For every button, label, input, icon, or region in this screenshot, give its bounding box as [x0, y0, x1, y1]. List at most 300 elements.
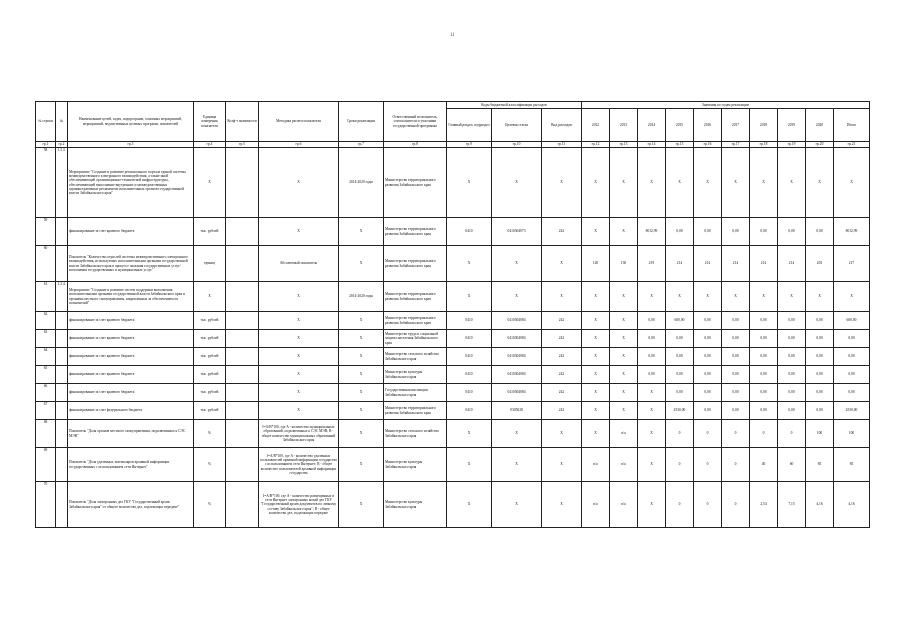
coefficient-cell: [226, 348, 259, 366]
coefficient-cell: [226, 330, 259, 348]
responsible-cell: Министерство культуры Забайкальского края: [384, 448, 447, 482]
expense-type-cell: Х: [542, 482, 582, 528]
header-year: 2013: [610, 109, 638, 142]
row-number-cell: 66: [36, 384, 56, 402]
year-value-cell: 40: [750, 448, 778, 482]
year-value-cell: Х: [638, 482, 666, 528]
column-number: гр.9: [447, 142, 492, 148]
responsible-cell: Министерство культуры Забайкальского края: [384, 366, 447, 384]
item-number-cell: [56, 312, 68, 330]
column-number: гр.10: [492, 142, 542, 148]
unit-cell: тыс. рублей: [194, 366, 226, 384]
year-value-cell: 0,00: [778, 312, 806, 330]
expense-type-cell: 242: [542, 348, 582, 366]
coefficient-cell: [226, 482, 259, 528]
year-value-cell: 130: [610, 246, 638, 282]
year-value-cell: 0,00: [694, 218, 722, 246]
term-cell: Х: [339, 312, 384, 330]
target-article-cell: Х: [492, 448, 542, 482]
expense-type-cell: 242: [542, 330, 582, 348]
column-number: гр.14: [638, 142, 666, 148]
table-row: [36, 282, 870, 312]
column-number: гр.1: [36, 142, 56, 148]
responsible-cell: Министерство территориального развития Забайкальского края: [384, 402, 447, 420]
year-value-cell: Х: [638, 448, 666, 482]
column-number: гр.13: [610, 142, 638, 148]
section-code-cell: 0410: [447, 348, 492, 366]
name-cell: финансирование за счет федерального бюджета: [68, 402, 194, 420]
year-value-cell: Х: [582, 218, 610, 246]
year-value-cell: 0,00: [694, 330, 722, 348]
item-number-cell: [56, 482, 68, 528]
method-cell: Х: [259, 348, 339, 366]
header-year: 2018: [750, 109, 778, 142]
year-value-cell: 0,00: [750, 402, 778, 420]
year-value-cell: 0,00: [638, 312, 666, 330]
year-value-cell: Х: [638, 402, 666, 420]
year-value-cell: 0,00: [666, 384, 694, 402]
table-row: [36, 482, 870, 528]
column-number: гр.21: [834, 142, 870, 148]
item-number-cell: [56, 448, 68, 482]
unit-cell: единиц: [194, 246, 226, 282]
name-cell: Показатель "Доля органов местного самоуправления, подключенных к СЭС МЭВ": [68, 420, 194, 448]
year-value-cell: Х: [834, 282, 870, 312]
year-value-cell: Х: [582, 330, 610, 348]
target-article-cell: 0410304084: [492, 348, 542, 366]
row-number-cell: 69: [36, 448, 56, 482]
row-number-cell: 63: [36, 330, 56, 348]
target-article-cell: Х: [492, 282, 542, 312]
method-cell: Х: [259, 366, 339, 384]
name-cell: Мероприятие "Создание и развитие систем поддержки выполнения исполнительными органами государственной власти Забайкальского края и органами местного самоуправления, закрепленных за обеспечением их полномочий": [68, 282, 194, 312]
term-cell: Х: [339, 482, 384, 528]
responsible-cell: Министерство территориального развития Забайкальского края: [384, 246, 447, 282]
year-value-cell: Х: [610, 330, 638, 348]
target-article-cell: 0305028: [492, 402, 542, 420]
year-value-cell: 0,00: [806, 402, 834, 420]
expense-type-cell: Х: [542, 282, 582, 312]
year-value-cell: Х: [694, 282, 722, 312]
target-article-cell: 0410304084: [492, 330, 542, 348]
method-cell: Х: [259, 330, 339, 348]
year-value-cell: 0,00: [750, 384, 778, 402]
unit-cell: тыс. рублей: [194, 348, 226, 366]
term-cell: Х: [339, 330, 384, 348]
item-number-cell: [56, 246, 68, 282]
header-number: №: [56, 102, 68, 142]
year-value-cell: 100: [834, 420, 870, 448]
table-row: [36, 246, 870, 282]
row-number-cell: 62: [36, 312, 56, 330]
column-number: гр.11: [542, 142, 582, 148]
year-value-cell: Х: [582, 148, 610, 218]
year-value-cell: 0,00: [806, 366, 834, 384]
table-row: [36, 448, 870, 482]
responsible-cell: Министерство труда и социальной защиты населения Забайкальского края: [384, 330, 447, 348]
year-value-cell: 0,00: [694, 312, 722, 330]
year-value-cell: 0,00: [834, 384, 870, 402]
expense-type-cell: 242: [542, 366, 582, 384]
term-cell: Х: [339, 402, 384, 420]
year-value-cell: 214: [778, 246, 806, 282]
year-value-cell: Х: [582, 282, 610, 312]
row-number-cell: 61: [36, 282, 56, 312]
table-row: [36, 420, 870, 448]
row-number-cell: 59: [36, 218, 56, 246]
year-value-cell: 0,00: [638, 348, 666, 366]
year-value-cell: Х: [694, 148, 722, 218]
header-unit: Единица измерения показателя: [194, 102, 226, 142]
year-value-cell: Х: [610, 282, 638, 312]
year-value-cell: 214: [722, 246, 750, 282]
table-row: [36, 312, 870, 330]
year-value-cell: Х: [806, 148, 834, 218]
column-number: гр.5: [226, 142, 259, 148]
header-method: Методика расчета показателя: [259, 102, 339, 142]
term-cell: 2014-2020 годы: [339, 282, 384, 312]
year-value-cell: 4530,00: [666, 402, 694, 420]
item-number-cell: [56, 330, 68, 348]
year-value-cell: 0: [666, 420, 694, 448]
expense-type-cell: 242: [542, 402, 582, 420]
table-row: [36, 366, 870, 384]
header-year: 2017: [722, 109, 750, 142]
header-year: 2014: [638, 109, 666, 142]
expense-type-cell: 242: [542, 218, 582, 246]
year-value-cell: 0,00: [778, 348, 806, 366]
term-cell: Х: [339, 246, 384, 282]
year-value-cell: 0,00: [778, 402, 806, 420]
term-cell: Х: [339, 218, 384, 246]
year-value-cell: Х: [610, 312, 638, 330]
year-value-cell: 0,00: [806, 330, 834, 348]
section-code-cell: Х: [447, 448, 492, 482]
year-value-cell: 0,00: [722, 218, 750, 246]
term-cell: Х: [339, 448, 384, 482]
responsible-cell: Министерство культуры Забайкальского края: [384, 482, 447, 528]
unit-cell: тыс. рублей: [194, 218, 226, 246]
year-value-cell: 4,16: [806, 482, 834, 528]
year-value-cell: Х: [722, 148, 750, 218]
year-value-cell: Х: [582, 366, 610, 384]
method-cell: Х: [259, 402, 339, 420]
target-article-cell: Х: [492, 246, 542, 282]
header-code-3: Вид расходов: [542, 109, 582, 142]
year-value-cell: 203: [806, 246, 834, 282]
year-value-cell: Х: [610, 402, 638, 420]
term-cell: Х: [339, 348, 384, 366]
term-cell: Х: [339, 420, 384, 448]
item-number-cell: 1.3.4.: [56, 282, 68, 312]
year-value-cell: 0: [694, 420, 722, 448]
header-code-2: Целевая статья: [492, 109, 542, 142]
year-value-cell: 60: [778, 448, 806, 482]
name-cell: Показатель "Доля электронных дел ГКУ "Государственный архив Забайкальского края" от общего количества дел, подлежащих передаче": [68, 482, 194, 528]
header-coefficient: Коэф-т значимости: [226, 102, 259, 142]
year-value-cell: n/a: [582, 448, 610, 482]
year-value-cell: 4,16: [834, 482, 870, 528]
year-value-cell: 120: [582, 246, 610, 282]
column-number: гр.6: [259, 142, 339, 148]
year-value-cell: Х: [582, 402, 610, 420]
year-value-cell: 214: [694, 246, 722, 282]
year-value-cell: Х: [610, 384, 638, 402]
section-code-cell: 0410: [447, 330, 492, 348]
year-value-cell: 0,00: [750, 348, 778, 366]
column-number: гр.4: [194, 142, 226, 148]
year-value-cell: Х: [806, 282, 834, 312]
item-number-cell: [56, 218, 68, 246]
year-value-cell: n/a: [582, 482, 610, 528]
year-value-cell: Х: [750, 148, 778, 218]
unit-cell: %: [194, 420, 226, 448]
table-row: [36, 218, 870, 246]
year-value-cell: n/a: [610, 482, 638, 528]
unit-cell: Х: [194, 282, 226, 312]
section-code-cell: 0410: [447, 384, 492, 402]
expense-type-cell: Х: [542, 420, 582, 448]
responsible-cell: Министерство сельского хозяйства Забайкальского края: [384, 420, 447, 448]
name-cell: финансирование за счет краевого бюджета: [68, 366, 194, 384]
year-value-cell: 4530,00: [834, 402, 870, 420]
term-cell: Х: [339, 366, 384, 384]
table-row: [36, 148, 870, 218]
year-value-cell: 600,00: [834, 312, 870, 330]
section-code-cell: Х: [447, 420, 492, 448]
year-value-cell: Х: [582, 312, 610, 330]
responsible-cell: Министерство территориального развития Забайкальского края: [384, 282, 447, 312]
year-value-cell: 0,00: [666, 330, 694, 348]
column-number: гр.12: [582, 142, 610, 148]
item-number-cell: [56, 402, 68, 420]
year-value-cell: 7,15: [778, 482, 806, 528]
row-number-cell: 68: [36, 420, 56, 448]
year-value-cell: Х: [834, 148, 870, 218]
year-value-cell: 219: [638, 246, 666, 282]
year-value-cell: 0,00: [806, 384, 834, 402]
expense-type-cell: 242: [542, 384, 582, 402]
year-value-cell: Х: [750, 282, 778, 312]
row-number-cell: 65: [36, 366, 56, 384]
term-cell: 2014-2020 годы: [339, 148, 384, 218]
year-value-cell: Х: [638, 282, 666, 312]
target-article-cell: 0410304084: [492, 366, 542, 384]
method-cell: I=A/B*100, где A - количество размещенных в сети Интернет электронных копий дел ГКУ "Государственный архив документов по личному составу Забайкальского края"; B - общее количество дел, подлежащих передаче: [259, 482, 339, 528]
responsible-cell: Министерство территориального развития Забайкальского края: [384, 218, 447, 246]
unit-cell: %: [194, 448, 226, 482]
year-value-cell: 0,00: [750, 312, 778, 330]
year-value-cell: 0,00: [638, 330, 666, 348]
unit-cell: тыс. рублей: [194, 312, 226, 330]
unit-cell: Х: [194, 148, 226, 218]
header-row-number: № строки: [36, 102, 56, 142]
target-article-cell: Х: [492, 482, 542, 528]
responsible-cell: Министерство территориального развития Забайкальского края: [384, 148, 447, 218]
year-value-cell: Х: [610, 218, 638, 246]
row-number-cell: 67: [36, 402, 56, 420]
method-cell: Х: [259, 312, 339, 330]
responsible-cell: Министерство сельского хозяйства Забайкальского края: [384, 348, 447, 366]
year-value-cell: 0,00: [638, 366, 666, 384]
name-cell: Показатель "Доля удаленных экземпляров архивной информации государственных с использованием сети Интернет": [68, 448, 194, 482]
section-code-cell: Х: [447, 246, 492, 282]
year-value-cell: Х: [666, 148, 694, 218]
year-value-cell: 0,00: [834, 366, 870, 384]
column-number: гр.7: [339, 142, 384, 148]
year-value-cell: 0: [694, 448, 722, 482]
header-term: Сроки реализации: [339, 102, 384, 142]
expense-type-cell: Х: [542, 246, 582, 282]
year-value-cell: 0,00: [778, 218, 806, 246]
column-number: гр.19: [778, 142, 806, 148]
year-value-cell: 0,00: [806, 218, 834, 246]
year-value-cell: Х: [638, 148, 666, 218]
table-row: [36, 330, 870, 348]
year-value-cell: Х: [610, 348, 638, 366]
expense-type-cell: 242: [542, 312, 582, 330]
column-number: гр.2: [56, 142, 68, 148]
section-code-cell: 0410: [447, 366, 492, 384]
item-number-cell: [56, 384, 68, 402]
method-cell: I=A/B*100, где A - количество муниципальных образований, подключенных к СЭС МЭВ; B - общее количество муниципальных образований Забайкальского края: [259, 420, 339, 448]
year-value-cell: 0: [722, 420, 750, 448]
program-table: [35, 101, 870, 528]
year-value-cell: 85: [806, 448, 834, 482]
year-value-cell: n/a: [610, 448, 638, 482]
row-number-cell: 64: [36, 348, 56, 366]
year-value-cell: Х: [610, 366, 638, 384]
year-value-cell: 0,00: [750, 366, 778, 384]
header-year: 2019: [778, 109, 806, 142]
target-article-cell: 0410304084: [492, 384, 542, 402]
item-number-cell: [56, 348, 68, 366]
year-value-cell: 8012,99: [834, 218, 870, 246]
year-value-cell: 214: [666, 246, 694, 282]
header-year: 2012: [582, 109, 610, 142]
row-number-cell: 60: [36, 246, 56, 282]
column-number: гр.3: [68, 142, 194, 148]
coefficient-cell: [226, 148, 259, 218]
year-value-cell: 0,00: [722, 312, 750, 330]
year-value-cell: 0,00: [806, 312, 834, 330]
name-cell: финансирование за счет краевого бюджета: [68, 312, 194, 330]
section-code-cell: 0410: [447, 218, 492, 246]
year-value-cell: 8012,99: [638, 218, 666, 246]
target-article-cell: 0410304073: [492, 218, 542, 246]
coefficient-cell: [226, 402, 259, 420]
section-code-cell: 0410: [447, 402, 492, 420]
year-value-cell: 0: [750, 420, 778, 448]
responsible-cell: Министерство территориального развития Забайкальского края: [384, 312, 447, 330]
year-value-cell: 0: [722, 448, 750, 482]
coefficient-cell: [226, 420, 259, 448]
column-number: гр.18: [750, 142, 778, 148]
column-number: гр.8: [384, 142, 447, 148]
year-value-cell: 0,00: [666, 348, 694, 366]
section-code-cell: 0410: [447, 312, 492, 330]
row-number-cell: 70: [36, 482, 56, 528]
header-years-group: Значения по годам реализации: [582, 102, 870, 109]
year-value-cell: Х: [638, 420, 666, 448]
year-value-cell: 0: [722, 482, 750, 528]
name-cell: финансирование за счет краевого бюджета: [68, 218, 194, 246]
method-cell: Х: [259, 384, 339, 402]
name-cell: финансирование за счет краевого бюджета: [68, 384, 194, 402]
coefficient-cell: [226, 218, 259, 246]
section-code-cell: Х: [447, 482, 492, 528]
method-cell: Х: [259, 282, 339, 312]
target-article-cell: Х: [492, 420, 542, 448]
column-number: гр.17: [722, 142, 750, 148]
year-value-cell: 0,00: [666, 366, 694, 384]
year-value-cell: 214: [750, 246, 778, 282]
year-value-cell: n/a: [610, 420, 638, 448]
table-body: [36, 148, 870, 528]
year-value-cell: Х: [778, 148, 806, 218]
target-article-cell: Х: [492, 148, 542, 218]
table-row: [36, 402, 870, 420]
year-value-cell: 0,00: [694, 348, 722, 366]
year-value-cell: Х: [582, 420, 610, 448]
header-codes-group: Коды бюджетной классификации расходов: [447, 102, 582, 109]
year-value-cell: Х: [610, 148, 638, 218]
year-value-cell: 0,00: [750, 330, 778, 348]
header-year: Итого: [834, 109, 870, 142]
year-value-cell: 0,00: [750, 218, 778, 246]
name-cell: Мероприятие "Создание и развитие регионального портала единой системы межведомственного электронного взаимодействия, а также иной обеспечивающей организационно-технической инфраструктуры, обеспечивающей выполнение внутренних и межведомственных административных регламентов исполнительных органов государственной власти Забайкальского края": [68, 148, 194, 218]
header-year: 2020: [806, 109, 834, 142]
method-cell: Х: [259, 218, 339, 246]
coefficient-cell: [226, 366, 259, 384]
name-cell: Показатель "Количество отраслей системы межведомственного электронного взаимодействия, используемых исполнительными органами государственной власти Забайкальского края в процессе оказания государственных услуг/исполнения государственных и муниципальных услуг": [68, 246, 194, 282]
year-value-cell: 0,00: [722, 366, 750, 384]
column-number: гр.15: [666, 142, 694, 148]
year-value-cell: 0,00: [834, 330, 870, 348]
year-value-cell: 0,00: [834, 348, 870, 366]
section-code-cell: Х: [447, 282, 492, 312]
year-value-cell: 217: [834, 246, 870, 282]
year-value-cell: Х: [666, 282, 694, 312]
coefficient-cell: [226, 246, 259, 282]
year-value-cell: 0: [778, 420, 806, 448]
table-header: [36, 102, 870, 148]
year-value-cell: 0,00: [694, 402, 722, 420]
item-number-cell: 1.3.3.: [56, 148, 68, 218]
year-value-cell: Х: [778, 282, 806, 312]
year-value-cell: 0,00: [694, 366, 722, 384]
year-value-cell: 600,00: [666, 312, 694, 330]
page-number: 11: [450, 33, 455, 38]
column-number: гр.20: [806, 142, 834, 148]
header-code-1: Главный раздел, подраздел: [447, 109, 492, 142]
name-cell: финансирование за счет краевого бюджета: [68, 348, 194, 366]
row-number-cell: 58: [36, 148, 56, 218]
table-row: [36, 348, 870, 366]
header-responsible: Ответственный исполнитель, соисполнители и участники государственной программы: [384, 102, 447, 142]
year-value-cell: 0,00: [806, 348, 834, 366]
unit-cell: тыс. рублей: [194, 384, 226, 402]
year-value-cell: 2,54: [750, 482, 778, 528]
year-value-cell: 0,00: [722, 402, 750, 420]
header-year: 2015: [666, 109, 694, 142]
year-value-cell: Х: [722, 282, 750, 312]
term-cell: Х: [339, 384, 384, 402]
name-cell: финансирование за счет краевого бюджета: [68, 330, 194, 348]
year-value-cell: 0,00: [666, 218, 694, 246]
year-value-cell: 85: [834, 448, 870, 482]
year-value-cell: 0: [666, 482, 694, 528]
